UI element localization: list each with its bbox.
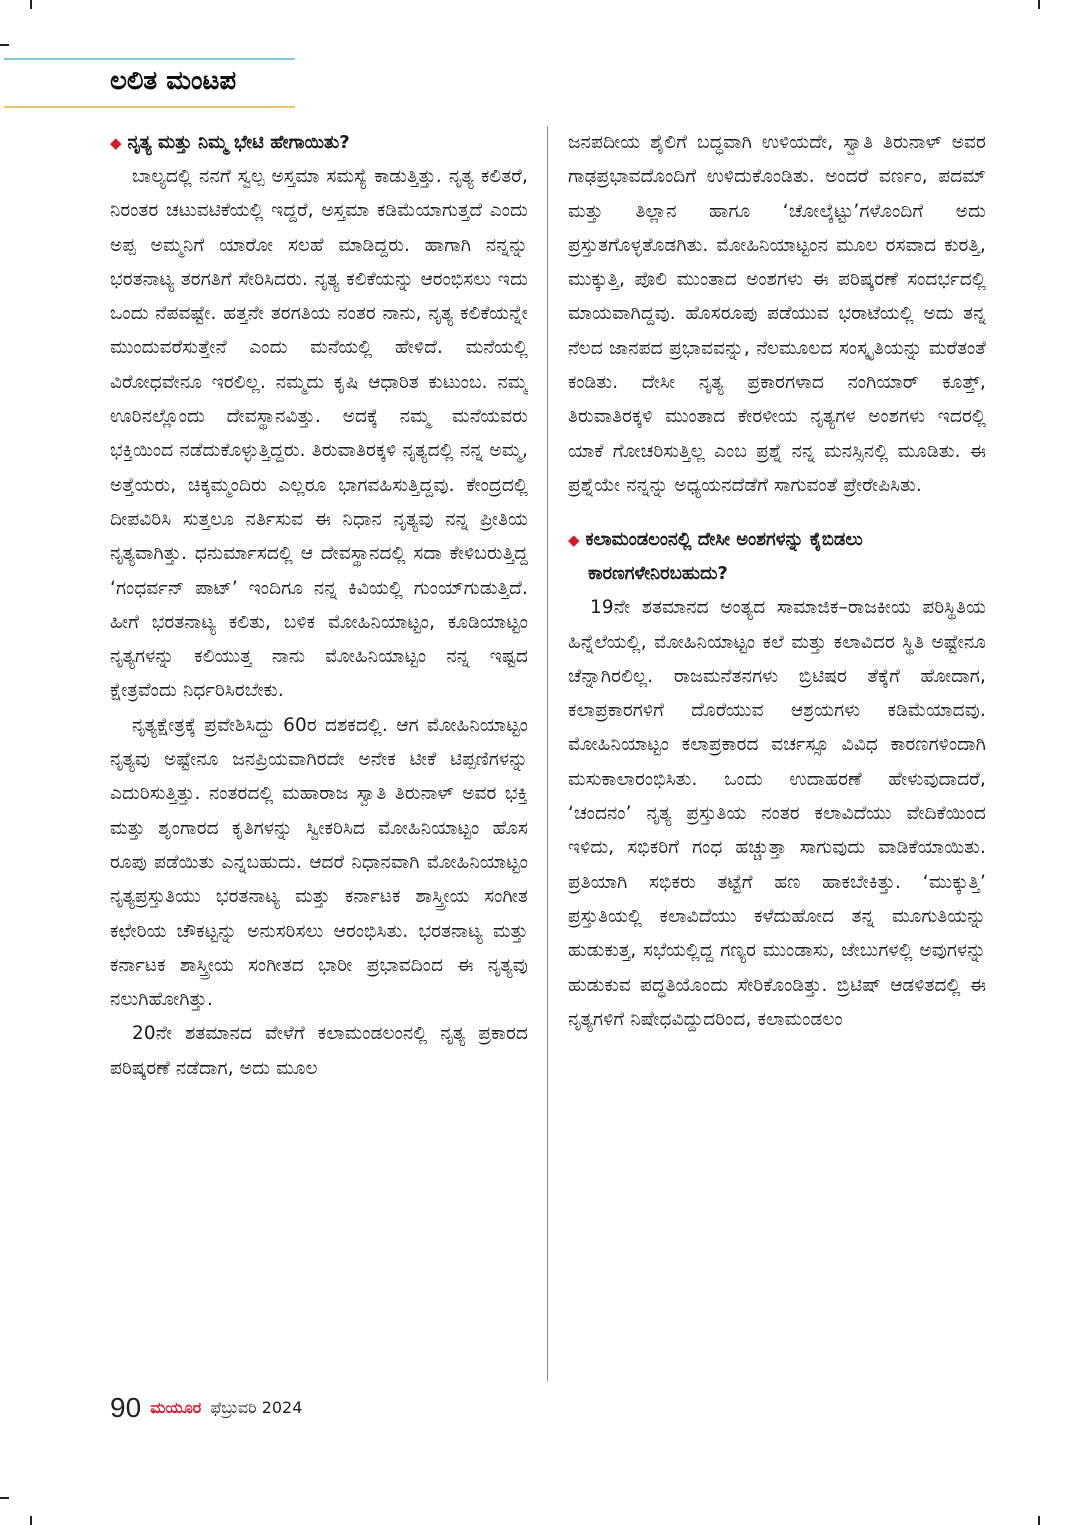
crop-mark	[1038, 0, 1040, 9]
page-number: 90	[110, 1392, 142, 1423]
article-paragraph: ಜನಪದೀಯ ಶೈಲಿಗೆ ಬದ್ಧವಾಗಿ ಉಳಿಯದೇ, ಸ್ವಾತಿ ತಿರುನಾಳ್ ಅವರ ಗಾಢಪ್ರಭಾವದೊಂದಿಗೆ ಉಳಿದುಕೊಂಡಿತು. ಅಂದರೆ ವರ್ಣಂ, ಪದಮ್ ಮತ್ತು ತಿಲ್ಲಾನ ಹಾಗೂ ‘ಚೋಲ್ಕೆಟ್ಟು’ಗಳೊಂದಿಗೆ ಅದು ಪ್ರಸ್ತುತಗೊಳ್ಳತೊಡಗಿತು. ಮೋಹಿನಿಯಾಟ್ಟಂನ ಮೂಲ ರಸವಾದ ಕುರತ್ತಿ, ಮುಕ್ಕುತ್ತಿ, ಪೊಲಿ ಮುಂತಾದ ಅಂಶಗಳು ಈ ಪರಿಷ್ಕರಣೆ ಸಂದರ್ಭದಲ್ಲಿ ಮಾಯವಾಗಿದ್ದವು. ಹೊಸರೂಪು ಪಡೆಯುವ ಭರಾಟೆಯಲ್ಲಿ ಅದು ತನ್ನ ನೆಲದ ಜಾನಪದ ಪ್ರಭಾವವನ್ನು, ನೆಲಮೂಲದ ಸಂಸ್ಕೃತಿಯನ್ನು ಮರೆತಂತೆ ಕಂಡಿತು. ದೇಸೀ ನೃತ್ಯ ಪ್ರಕಾರಗಳಾದ ನಂಗಿಯಾರ್ ಕೂತ್ತ್, ತಿರುವಾತಿರಕ್ಕಳಿ ಮುಂತಾದ ಕೇರಳೀಯ ನೃತ್ಯಗಳ ಅಂಶಗಳು ಇದರಲ್ಲಿ ಯಾಕೆ ಗೋಚರಿಸುತ್ತಿಲ್ಲ ಎಂಬ ಪ್ರಶ್ನೆ ನನ್ನ ಮನಸ್ಸಿನಲ್ಲಿ ಮೂಡಿತು. ಈ ಪ್ರಶ್ನೆಯೇ ನನ್ನನ್ನು ಅಧ್ಯಯನದೆಡೆಗೆ ಸಾಗುವಂತೆ ಪ್ರೇರೇಪಿಸಿತು.	[568, 132, 986, 496]
diamond-bullet-icon: ◆	[568, 531, 580, 550]
article-paragraph: ನೃತ್ಯಕ್ಷೇತ್ರಕ್ಕೆ ಪ್ರವೇಶಿಸಿದ್ದು 60ರ ದಶಕದಲ್ಲಿ. ಆಗ ಮೋಹಿನಿಯಾಟ್ಟಂ ನೃತ್ಯವು ಅಷ್ಟೇನೂ ಜನಪ್ರಿಯವಾಗಿರದೇ ಅನೇಕ ಟೀಕೆ ಟಿಪ್ಪಣಿಗಳನ್ನು ಎದುರಿಸುತ್ತಿತ್ತು. ನಂತರದಲ್ಲಿ ಮಹಾರಾಜ ಸ್ವಾತಿ ತಿರುನಾಳ್ ಅವರ ಭಕ್ತಿ ಮತ್ತು ಶೃಂಗಾರದ ಕೃತಿಗಳನ್ನು ಸ್ವೀಕರಿಸಿದ ಮೋಹಿನಿಯಾಟ್ಟಂ ಹೊಸ ರೂಪು ಪಡೆಯಿತು ಎನ್ನಬಹುದು. ಆದರೆ ನಿಧಾನವಾಗಿ ಮೋಹಿನಿಯಾಟ್ಟಂ ನೃತ್ಯಪ್ರಸ್ತುತಿಯು ಭರತನಾಟ್ಯ ಮತ್ತು ಕರ್ನಾಟಕ ಶಾಸ್ತ್ರೀಯ ಸಂಗೀತ ಕಛೇರಿಯ ಚೌಕಟ್ಟನ್ನು ಅನುಸರಿಸಲು ಆರಂಭಿಸಿತು. ಭರತನಾಟ್ಯ ಮತ್ತು ಕರ್ನಾಟಕ ಶಾಸ್ತ್ರೀಯ ಸಂಗೀತದ ಭಾರೀ ಪ್ರಭಾವದಿಂದ ಈ ನೃತ್ಯವು ನಲುಗಿಹೋಗಿತ್ತು.	[110, 714, 528, 1011]
article-column-left	[110, 126, 528, 1381]
issue-date: ಫೆಬ್ರುವರಿ 2024	[210, 1398, 303, 1417]
diamond-bullet-icon: ◆	[110, 134, 122, 152]
section-header	[4, 58, 295, 108]
section-title: ಲಲಿತ ಮಂಟಪ	[110, 66, 237, 96]
crop-mark	[1038, 1516, 1040, 1525]
page-footer	[110, 1392, 302, 1432]
article-column-right	[568, 126, 986, 1381]
article-paragraph: 19ನೇ ಶತಮಾನದ ಅಂತ್ಯದ ಸಾಮಾಜಿಕ–ರಾಜಕೀಯ ಪರಿಸ್ಥಿತಿಯ ಹಿನ್ನೆಲೆಯಲ್ಲಿ, ಮೋಹಿನಿಯಾಟ್ಟಂ ಕಲೆ ಮತ್ತು ಕಲಾವಿದರ ಸ್ಥಿತಿ ಅಷ್ಟೇನೂ ಚೆನ್ನಾಗಿರಲಿಲ್ಲ. ರಾಜಮನೆತನಗಳು ಬ್ರಿಟಿಷರ ತೆಕ್ಕೆಗೆ ಹೋದಾಗ, ಕಲಾಪ್ರಕಾರಗಳಿಗೆ ದೊರೆಯುವ ಆಶ್ರಯಗಳು ಕಡಿಮೆಯಾದವು. ಮೋಹಿನಿಯಾಟ್ಟಂ ಕಲಾಪ್ರಕಾರದ ವರ್ಚಸ್ಸೂ ವಿವಿಧ ಕಾರಣಗಳಿಂದಾಗಿ ಮಸುಕಾಲಾರಂಭಿಸಿತು. ಒಂದು ಉದಾಹರಣೆ ಹೇಳುವುದಾದರೆ, ‘ಚಂದನಂ’ ನೃತ್ಯ ಪ್ರಸ್ತುತಿಯ ನಂತರ ಕಲಾವಿದೆಯು ವೇದಿಕೆಯಿಂದ ಇಳಿದು, ಸಭಿಕರಿಗೆ ಗಂಧ ಹಚ್ಚುತ್ತಾ ಸಾಗುವುದು ವಾಡಿಕೆಯಾಯಿತು. ಪ್ರತಿಯಾಗಿ ಸಭಿಕರು ತಟ್ಟೆಗೆ ಹಣ ಹಾಕಬೇಕಿತ್ತು. ‘ಮುಕ್ಕುತ್ತಿ’ ಪ್ರಸ್ತುತಿಯಲ್ಲಿ ಕಲಾವಿದೆಯು ಕಳೆದುಹೋದ ತನ್ನ ಮೂಗುತಿಯನ್ನು ಹುಡುಕುತ್ತ, ಸಭೆಯಲ್ಲಿದ್ದ ಗಣ್ಯರ ಮುಂಡಾಸು, ಜೇಬುಗಳಲ್ಲಿ ಅವುಗಳನ್ನು ಹುಡುಕುವ ಪದ್ಧತಿಯೊಂದು ಸೇರಿಕೊಂಡಿತ್ತು. ಬ್ರಿಟಿಷ್ ಆಡಳಿತದಲ್ಲಿ ಈ ನೃತ್ಯಗಳಿಗೆ ನಿಷೇಧವಿದ್ದುದರಿಂದ, ಕಲಾಮಂಡಲಂ	[568, 597, 986, 1030]
question-text: ಕಲಾಮಂಡಲಂನಲ್ಲಿ ದೇಸೀ ಅಂಶಗಳನ್ನು ಕೈಬಿಡಲು ಕಾರಣಗಳೇನಿರಬಹುದು?	[585, 529, 863, 585]
question-heading	[568, 523, 986, 591]
crop-mark	[0, 1497, 9, 1499]
crop-mark	[0, 44, 9, 46]
header-rule-bottom	[4, 106, 295, 108]
article-paragraph: 20ನೇ ಶತಮಾನದ ವೇಳೆಗೆ ಕಲಾಮಂಡಲಂನಲ್ಲಿ ನೃತ್ಯ ಪ್ರಕಾರದ ಪರಿಷ್ಕರಣೆ ನಡೆದಾಗ, ಅದು ಮೂಲ	[110, 1023, 528, 1079]
paragraph-gap	[568, 503, 986, 523]
column-divider	[547, 126, 548, 1381]
article-paragraph: ಬಾಲ್ಯದಲ್ಲಿ ನನಗೆ ಸ್ವಲ್ಪ ಅಸ್ತಮಾ ಸಮಸ್ಯೆ ಕಾಡುತ್ತಿತ್ತು. ನೃತ್ಯ ಕಲಿತರೆ, ನಿರಂತರ ಚಟುವಟಿಕೆಯಲ್ಲಿ ಇದ್ದರೆ, ಅಸ್ತಮಾ ಕಡಿಮೆಯಾಗುತ್ತದೆ ಎಂದು ಅಪ್ಪ ಅಮ್ಮನಿಗೆ ಯಾರೋ ಸಲಹೆ ಮಾಡಿದ್ದರು. ಹಾಗಾಗಿ ನನ್ನನ್ನು ಭರತನಾಟ್ಯ ತರಗತಿಗೆ ಸೇರಿಸಿದರು. ನೃತ್ಯ ಕಲಿಕೆಯನ್ನು ಆರಂಭಿಸಲು ಇದು ಒಂದು ನೆಪವಷ್ಟೇ. ಹತ್ತನೇ ತರಗತಿಯ ನಂತರ ನಾನು, ನೃತ್ಯ ಕಲಿಕೆಯನ್ನೇ ಮುಂದುವರೆಸುತ್ತೇನೆ ಎಂದು ಮನೆಯಲ್ಲಿ ಹೇಳಿದೆ. ಮನೆಯಲ್ಲಿ ವಿರೋಧವೇನೂ ಇರಲಿಲ್ಲ. ನಮ್ಮದು ಕೃಷಿ ಆಧಾರಿತ ಕುಟುಂಬ. ನಮ್ಮ ಊರಿನಲ್ಲೊಂದು ದೇವಸ್ಥಾನವಿತ್ತು. ಅದಕ್ಕೆ ನಮ್ಮ ಮನೆಯವರು ಭಕ್ತಿಯಿಂದ ನಡೆದುಕೊಳ್ಳುತ್ತಿದ್ದರು. ತಿರುವಾತಿರಕ್ಕಳಿ ನೃತ್ಯದಲ್ಲಿ ನನ್ನ ಅಮ್ಮ, ಅತ್ತೆಯರು, ಚಿಕ್ಕಮ್ಮಂದಿರು ಎಲ್ಲರೂ ಭಾಗವಹಿಸುತ್ತಿದ್ದವು. ಕೇಂದ್ರದಲ್ಲಿ ದೀಪವಿರಿಸಿ ಸುತ್ತಲೂ ನರ್ತಿಸುವ ಈ ನಿಧಾನ ನೃತ್ಯವು ನನ್ನ ಪ್ರೀತಿಯ ನೃತ್ಯವಾಗಿತ್ತು. ಧನುರ್ಮಾಸದಲ್ಲಿ ಆ ದೇವಸ್ಥಾನದಲ್ಲಿ ಸದಾ ಕೇಳಿಬರುತ್ತಿದ್ದ ‘ಗಂಧರ್ವನ್ ಪಾಟ್’ ಇಂದಿಗೂ ನನ್ನ ಕಿವಿಯಲ್ಲಿ ಗುಂಯ್‌ಗುಡುತ್ತಿದೆ. ಹೀಗೆ ಭರತನಾಟ್ಯ ಕಲಿತು, ಬಳಿಕ ಮೋಹಿನಿಯಾಟ್ಟಂ, ಕೂಡಿಯಾಟ್ಟಂ ನೃತ್ಯಗಳನ್ನು ಕಲಿಯುತ್ತ ನಾನು ಮೋಹಿನಿಯಾಟ್ಟಂ ನನ್ನ ಇಷ್ಟದ ಕ್ಷೇತ್ರವೆಂದು ನಿರ್ಧರಿಸಿರಬೇಕು.	[110, 166, 528, 702]
magazine-logo: ಮಯೂರ	[150, 1398, 202, 1417]
header-rule-top	[4, 58, 295, 60]
crop-mark	[30, 0, 32, 9]
question-heading	[110, 126, 528, 160]
crop-mark	[30, 1516, 32, 1525]
question-text: ನೃತ್ಯ ಮತ್ತು ನಿಮ್ಮ ಭೇಟಿ ಹೇಗಾಯಿತು?	[127, 132, 350, 153]
